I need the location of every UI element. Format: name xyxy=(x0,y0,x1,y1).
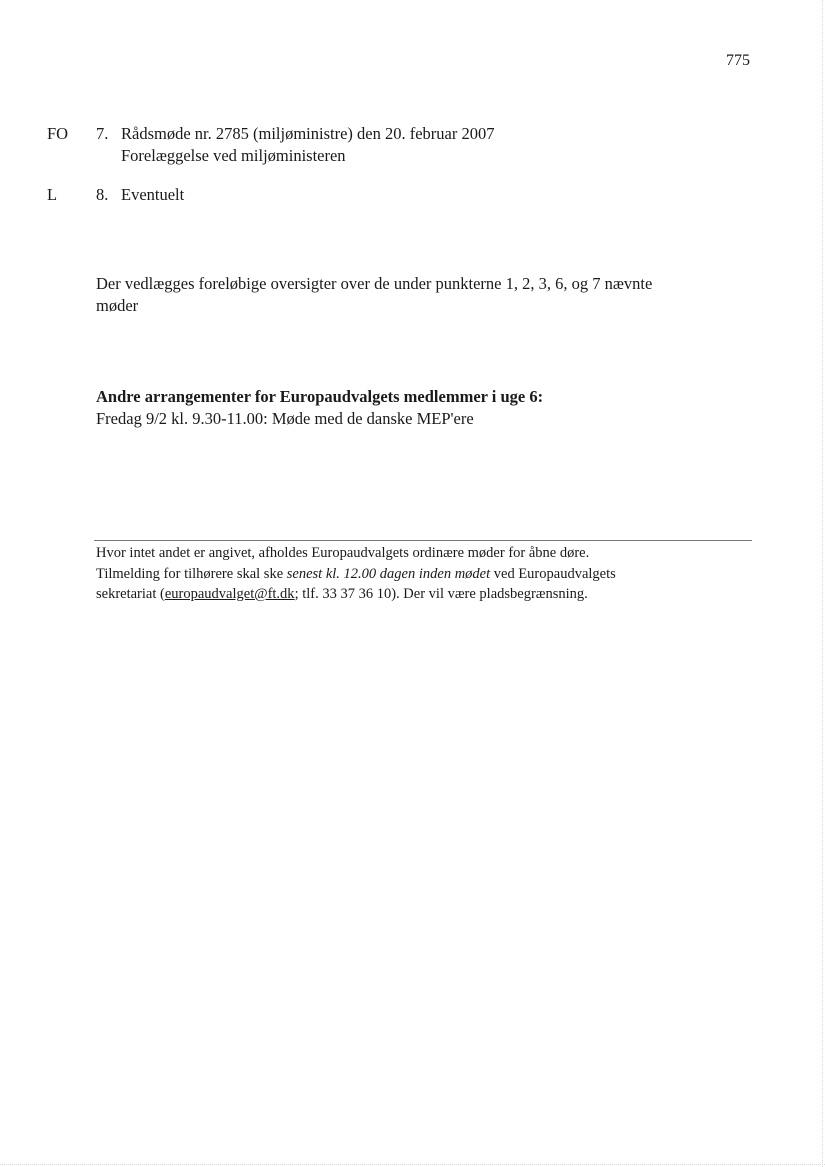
deadline-text: senest kl. 12.00 dagen inden mødet xyxy=(286,565,491,582)
footer-line xyxy=(96,584,746,605)
agenda-item-number: 8. xyxy=(96,185,109,204)
footer-text-segment: ; tlf. 33 37 36 10). Der vil være pladsbegrænsning. xyxy=(294,586,588,602)
agenda-item-title: Eventuelt xyxy=(121,185,185,204)
footer-line: Hvor intet andet er angivet, afholdes Europaudvalgets ordinære møder for åbne døre. xyxy=(96,545,590,561)
agenda-item-title: Rådsmøde nr. 2785 (miljøministre) den 20. februar 2007 xyxy=(121,124,495,143)
agenda-item-code: L xyxy=(47,185,58,204)
scan-edge-bottom xyxy=(0,1164,825,1165)
other-events xyxy=(96,386,736,430)
email-link[interactable]: europaudvalget@ft.dk xyxy=(164,586,295,602)
footer-divider xyxy=(94,540,752,541)
footer-text-segment: ved Europaudvalgets xyxy=(490,565,616,582)
other-events-heading: Andre arrangementer for Europaudvalgets medlemmer i uge 6: xyxy=(96,387,544,406)
footer-note xyxy=(96,543,746,605)
footer-text-segment: sekretariat ( xyxy=(96,586,165,602)
footer-text-segment: Tilmelding for tilhørere skal ske xyxy=(96,565,287,582)
agenda-item-text xyxy=(121,123,721,167)
other-events-line: Fredag 9/2 kl. 9.30-11.00: Møde med de danske MEP'ere xyxy=(96,409,474,428)
agenda-item-subtitle: Forelæggelse ved miljøministeren xyxy=(121,146,346,165)
attachment-note-line: møder xyxy=(96,296,139,315)
page-number: 775 xyxy=(726,52,750,69)
agenda-item-code: FO xyxy=(47,124,69,143)
attachment-note xyxy=(96,273,736,317)
footer-line xyxy=(96,564,746,585)
attachment-note-line: Der vedlægges foreløbige oversigter over de under punkterne 1, 2, 3, 6, og 7 nævnte xyxy=(96,274,653,293)
agenda-item-text xyxy=(121,184,721,206)
agenda-item-number: 7. xyxy=(96,124,109,143)
scan-edge-right xyxy=(822,0,823,1167)
